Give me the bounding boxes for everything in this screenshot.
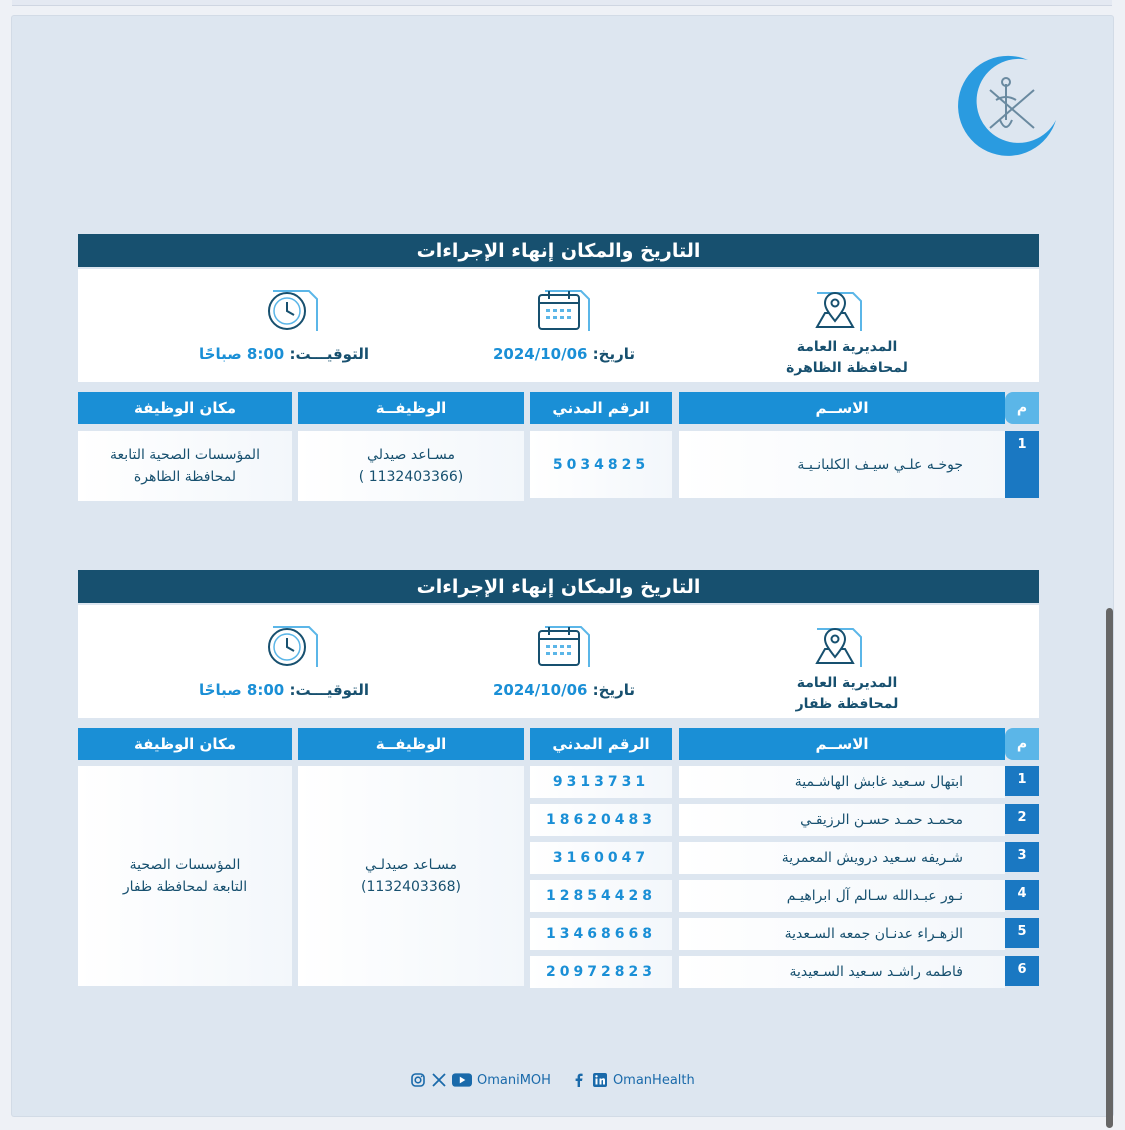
- time-text: [169, 681, 399, 699]
- ministry-emblem-icon: [950, 50, 1062, 162]
- row-name: الزهـراء عدنـان جمعه السـعدية: [679, 918, 1005, 950]
- time-text: [169, 345, 399, 363]
- header-name: الاســم: [679, 728, 1005, 760]
- x-twitter-icon[interactable]: [431, 1072, 447, 1088]
- row-number: 5: [1005, 918, 1039, 948]
- row-number: 4: [1005, 880, 1039, 910]
- place-cell: [78, 431, 292, 501]
- row-name: نـور عبـدالله سـالم آل ابراهيـم: [679, 880, 1005, 912]
- handle-omanhealth[interactable]: OmanHealth: [612, 1072, 695, 1088]
- location-text: [747, 337, 947, 379]
- row-civil-number: 20972823: [530, 956, 672, 988]
- location-line2: لمحافظة ظفار: [795, 696, 899, 712]
- date-text: [449, 681, 679, 699]
- instagram-icon[interactable]: [410, 1072, 426, 1088]
- row-civil-number: 13468668: [530, 918, 672, 950]
- calendar-icon: [535, 623, 591, 669]
- place-cell: [78, 766, 292, 986]
- time-value: 8:00 صباحًا: [199, 681, 285, 699]
- job-code: (1132403366 ): [358, 469, 464, 485]
- top-strip: [12, 0, 1112, 6]
- row-civil-number: 18620483: [530, 804, 672, 836]
- place-line1: المؤسسات الصحية التابعة: [110, 447, 260, 463]
- section-dhofar: [78, 570, 1039, 980]
- date-value: 2024/10/06: [492, 345, 588, 363]
- job-title: مسـاعد صيدلي: [367, 447, 455, 463]
- header-civil: الرقم المدني: [530, 728, 672, 760]
- section-title: التاريخ والمكان إنهاء الإجراءات: [78, 570, 1039, 603]
- table-header: [78, 728, 1039, 760]
- header-place: مكان الوظيفة: [78, 392, 292, 424]
- row-name: جوخـه علـي سيـف الكلبانـيـة: [679, 431, 1005, 498]
- row-number: 1: [1005, 766, 1039, 796]
- section-title: التاريخ والمكان إنهاء الإجراءات: [78, 234, 1039, 267]
- header-m: م: [1005, 728, 1039, 760]
- location-icon: [807, 287, 863, 333]
- header-place: مكان الوظيفة: [78, 728, 292, 760]
- location-text: [747, 673, 947, 715]
- time-label: التوقيـــت:: [289, 681, 369, 699]
- date-label: تاريخ:: [592, 681, 636, 699]
- location-line1: المديرية العامة: [796, 675, 898, 691]
- table-header: [78, 392, 1039, 424]
- row-name: محمـد حمـد حسـن الرزيقـي: [679, 804, 1005, 836]
- place-line2: التابعة لمحافظة ظفار: [122, 879, 248, 895]
- row-number: 3: [1005, 842, 1039, 872]
- time-label: التوقيـــت:: [289, 345, 369, 363]
- place-line1: المؤسسات الصحية: [129, 857, 241, 873]
- header-civil: الرقم المدني: [530, 392, 672, 424]
- date-text: [449, 345, 679, 363]
- location-line1: المديرية العامة: [796, 339, 898, 355]
- job-cell: [298, 766, 524, 986]
- row-civil-number: 5034825: [530, 431, 672, 498]
- header-job: الوظيفــة: [298, 392, 524, 424]
- job-code: (1132403368): [361, 879, 462, 895]
- row-number: 2: [1005, 804, 1039, 834]
- clock-icon: [263, 623, 319, 669]
- time-value: 8:00 صباحًا: [199, 345, 285, 363]
- handle-omanimoh[interactable]: OmaniMOH: [477, 1072, 551, 1088]
- row-number: 6: [1005, 956, 1039, 986]
- clock-icon: [263, 287, 319, 333]
- header-job: الوظيفــة: [298, 728, 524, 760]
- header-m: م: [1005, 392, 1039, 424]
- place-line2: لمحافظة الظاهرة: [133, 469, 237, 485]
- row-name: ابتهال سـعيد غابش الهاشـمية: [679, 766, 1005, 798]
- youtube-icon[interactable]: [452, 1072, 472, 1088]
- date-label: تاريخ:: [592, 345, 636, 363]
- section-dhahira: [78, 234, 1039, 485]
- location-line2: لمحافظة الظاهرة: [786, 360, 908, 376]
- header-name: الاســم: [679, 392, 1005, 424]
- row-number: 1: [1005, 431, 1039, 498]
- facebook-icon[interactable]: [571, 1072, 587, 1088]
- date-value: 2024/10/06: [492, 681, 588, 699]
- row-name: شـريفه سـعيد درويش المعمرية: [679, 842, 1005, 874]
- job-title: مسـاعد صيدلـي: [365, 857, 458, 873]
- row-name: فاطمه راشـد سـعيد السـعيدية: [679, 956, 1005, 988]
- row-civil-number: 3160047: [530, 842, 672, 874]
- info-panel: [78, 605, 1039, 718]
- location-icon: [807, 623, 863, 669]
- social-footer: [410, 1068, 720, 1092]
- info-panel: [78, 269, 1039, 382]
- scrollbar[interactable]: [1106, 608, 1113, 1128]
- linkedin-icon[interactable]: [592, 1072, 608, 1088]
- calendar-icon: [535, 287, 591, 333]
- job-cell: [298, 431, 524, 501]
- row-civil-number: 12854428: [530, 880, 672, 912]
- row-civil-number: 9313731: [530, 766, 672, 798]
